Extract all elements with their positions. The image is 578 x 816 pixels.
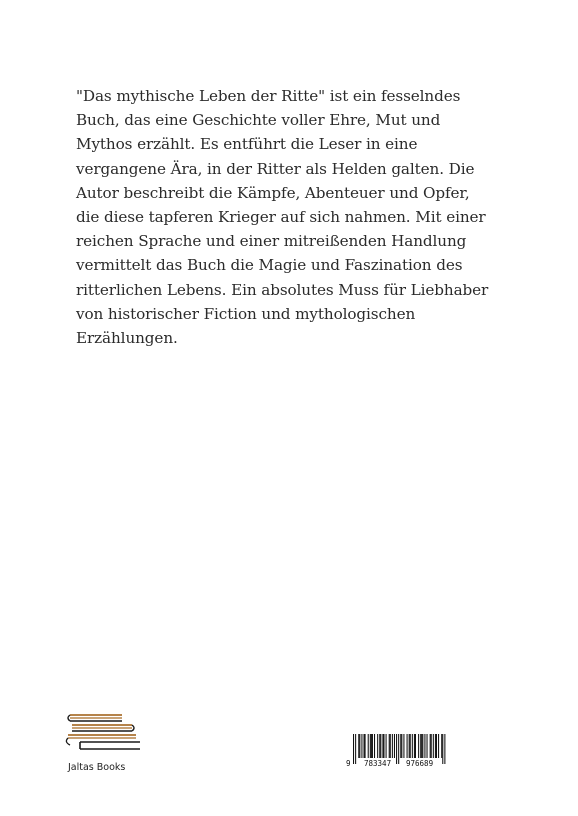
- isbn-lead-digit: 9: [346, 759, 351, 768]
- blurb-line: "Das mythische Leben der Ritte" ist ein fesselndes: [76, 87, 461, 105]
- barcode-bar: [438, 734, 439, 758]
- barcode-bar: [370, 734, 371, 758]
- barcode-bar: [383, 734, 384, 758]
- blurb-line: vermittelt das Buch die Magie und Faszination des: [76, 256, 463, 275]
- isbn-barcode: [346, 732, 450, 772]
- barcode-bar: [374, 734, 375, 758]
- barcode-bar: [442, 734, 443, 764]
- barcode-bar: [401, 734, 402, 758]
- barcode-bar: [430, 734, 431, 758]
- barcode-bar: [435, 734, 436, 758]
- barcode-bar: [379, 734, 380, 758]
- barcode-bar: [359, 734, 360, 758]
- blurb-line: reichen Sprache und einer mitreißenden Handlung: [76, 232, 467, 251]
- barcode-bar: [368, 734, 369, 758]
- barcode-bar: [392, 734, 393, 758]
- barcode-bar: [421, 734, 422, 758]
- barcode-bar: [394, 734, 395, 758]
- barcode-bar: [358, 734, 359, 758]
- barcode-bar: [398, 734, 399, 764]
- book-blurb: [76, 84, 489, 350]
- blurb-line: vergangene Ära, in der Ritter als Helden galten. Die: [76, 159, 475, 178]
- blurb-line: von historischer Fiction und mythologischen: [76, 304, 416, 323]
- stacked-books-icon: [62, 706, 146, 758]
- blurb-line: Mythos erzählt. Es entführt die Leser in eine: [76, 135, 418, 154]
- barcode-bar: [396, 734, 397, 764]
- blurb-line: Buch, das eine Geschichte voller Ehre, Mut und: [76, 111, 441, 130]
- barcode-bar: [407, 734, 408, 758]
- barcode-bar: [412, 734, 413, 758]
- barcode-bar: [444, 734, 445, 764]
- barcode-bar: [380, 734, 381, 758]
- barcode-bar: [441, 734, 442, 758]
- isbn-right-digits: 976689: [406, 759, 434, 768]
- blurb-line: Autor beschreibt die Kämpfe, Abenteuer und Opfer,: [76, 183, 470, 202]
- barcode-icon: [346, 732, 450, 764]
- isbn-left-digits: 783347: [364, 759, 392, 768]
- barcode-bar: [365, 734, 366, 758]
- barcode-bar: [433, 734, 434, 758]
- barcode-bar: [353, 734, 354, 764]
- barcode-bar: [418, 734, 419, 758]
- barcode-bar: [377, 734, 378, 758]
- publisher-name: Jaltas Books: [68, 762, 126, 773]
- barcode-bar: [424, 734, 425, 758]
- barcode-bar: [431, 734, 432, 758]
- barcode-bar: [364, 734, 365, 758]
- publisher-logo: [62, 706, 146, 776]
- barcode-bar: [422, 734, 423, 758]
- barcode-bar: [386, 734, 387, 758]
- barcode-bar: [361, 734, 362, 758]
- barcode-bar: [415, 734, 416, 758]
- barcode-bar: [400, 734, 401, 758]
- barcode-bar: [414, 734, 415, 758]
- blurb-line: die diese tapferen Krieger auf sich nahmen. Mit einer: [76, 208, 486, 227]
- barcode-bar: [371, 734, 372, 758]
- barcode-bar: [355, 734, 356, 764]
- barcode-bar: [410, 734, 411, 758]
- barcode-bar: [409, 734, 410, 758]
- blurb-line: Erzählungen.: [76, 329, 178, 348]
- barcode-bar: [372, 734, 373, 758]
- barcode-bar: [389, 734, 390, 758]
- barcode-bar: [420, 734, 421, 758]
- barcode-bar: [390, 734, 391, 758]
- blurb-line: ritterlichen Lebens. Ein absolutes Muss für Liebhaber: [76, 280, 489, 299]
- barcode-bar: [427, 734, 428, 758]
- barcode-bar: [403, 734, 404, 758]
- barcode-bar: [382, 734, 383, 758]
- barcode-bar: [436, 734, 437, 758]
